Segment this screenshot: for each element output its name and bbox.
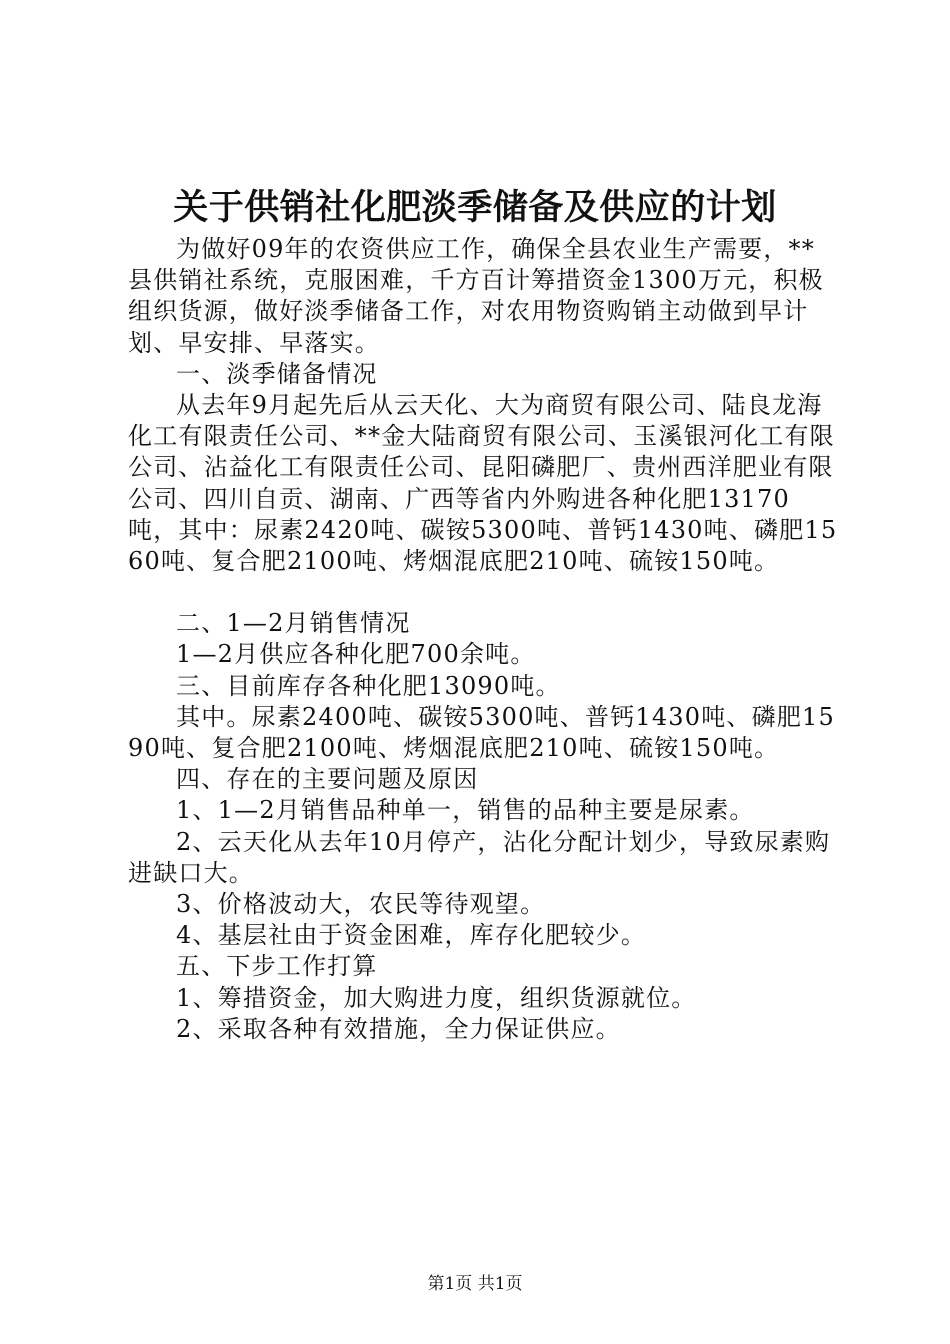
sales-paragraph: 1—2月供应各种化肥700余吨。	[176, 640, 536, 669]
problem-item-1: 1、1—2月销售品种单一，销售的品种主要是尿素。	[176, 796, 755, 825]
problem-item-3: 3、价格波动大，农民等待观望。	[176, 890, 546, 919]
paragraph-gap	[128, 577, 838, 608]
section-heading-1: 一、淡季储备情况	[176, 359, 378, 388]
problem-item-4: 4、基层社由于资金困难，库存化肥较少。	[176, 921, 647, 950]
storage-paragraph: 从去年9月起先后从云天化、大为商贸有限公司、陆良龙海化工有限责任公司、**金大陆商贸有限公司、玉溪银河化工有限公司、沾益化工有限责任公司、昆阳磷肥厂、贵州西洋肥业有限公司、四川自贡、湖南、广西等省内外购进各种化肥13170吨，其中：尿素2420吨、碳铵5300吨、普钙1430吨、磷肥1560吨、复合肥2100吨、烤烟混底肥210吨、硫铵150吨。	[128, 391, 838, 576]
intro-paragraph: 为做好09年的农资供应工作，确保全县农业生产需要，**县供销社系统，克服困难，千方百计筹措资金1300万元，积极组织货源，做好淡季储备工作，对农用物资购销主动做到早计划、早安排、早落实。	[128, 235, 824, 357]
page-footer: 第1页 共1页	[427, 1274, 523, 1294]
inventory-paragraph: 其中。尿素2400吨、碳铵5300吨、普钙1430吨、磷肥1590吨、复合肥2100吨、烤烟混底肥210吨、硫铵150吨。	[128, 702, 835, 763]
document-title: 关于供销社化肥淡季储备及供应的计划	[173, 188, 777, 228]
section-heading-4: 四、存在的主要问题及原因	[176, 765, 479, 794]
section-heading-3: 三、目前库存各种化肥13090吨。	[176, 671, 561, 700]
document-body	[128, 234, 838, 1045]
section-heading-2: 二、1—2月销售情况	[176, 609, 411, 638]
section-heading-5: 五、下步工作打算	[176, 952, 378, 981]
problem-item-2: 2、云天化从去年10月停产，沾化分配计划少，导致尿素购进缺口大。	[128, 827, 831, 887]
plan-item-2: 2、采取各种有效措施，全力保证供应。	[176, 1014, 621, 1043]
plan-item-1: 1、筹措资金，加大购进力度，组织货源就位。	[176, 983, 697, 1012]
